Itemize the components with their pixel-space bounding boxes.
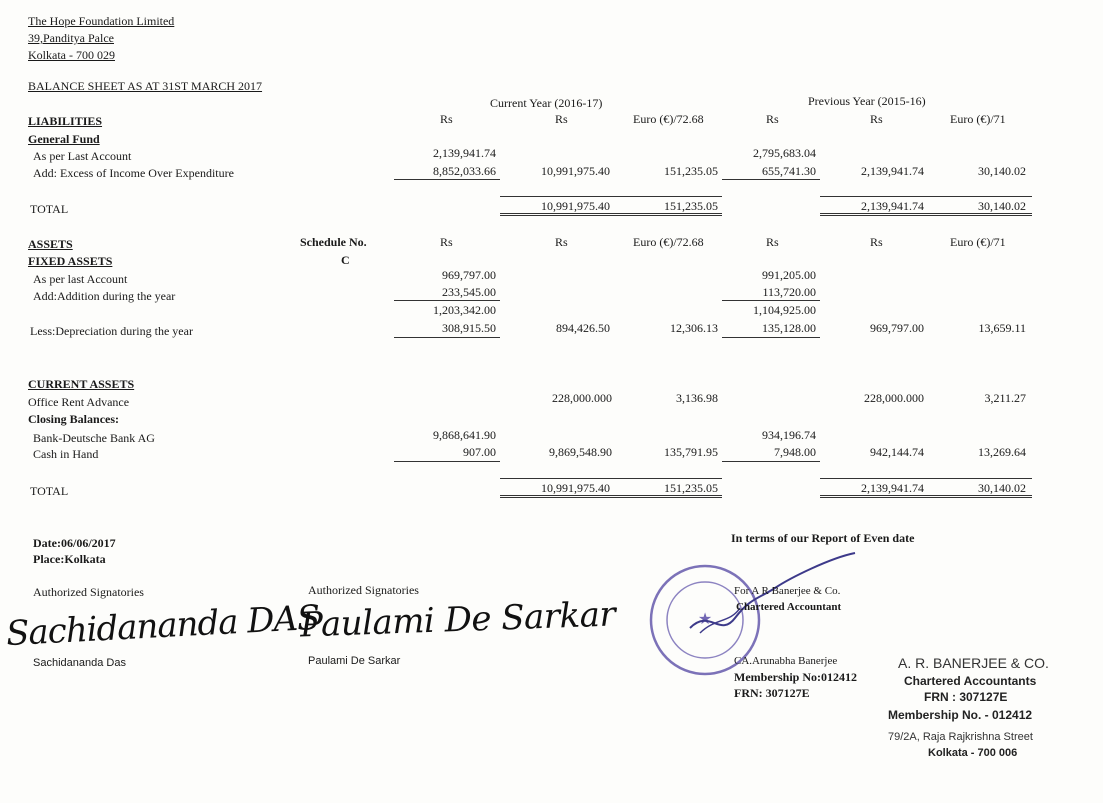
rule [394,179,500,180]
col-euro-current: Euro (€)/72.68 [633,235,704,249]
stamp-line: 79/2A, Raja Rajkrishna Street [888,731,1033,743]
liabilities-total-label: TOTAL [30,202,69,216]
cell-value: 10,991,975.40 [541,481,610,495]
cell-value: 308,915.50 [442,321,496,335]
cell-value: 969,797.00 [442,268,496,282]
rule [820,215,1032,216]
rule [820,196,1032,197]
stamp-line: FRN : 307127E [924,690,1008,704]
authorized-signatories-2: Authorized Signatories [308,583,419,597]
sheet-title: BALANCE SHEET AS AT 31ST MARCH 2017 [28,79,263,93]
addition-label: Add:Addition during the year [33,289,176,303]
current-assets-heading: CURRENT ASSETS [28,377,135,391]
firm-rubber-stamp [880,655,1090,759]
org-address-line2: Kolkata - 700 029 [28,48,115,62]
cell-value: 894,426.50 [556,321,610,335]
cell-value: 907.00 [463,445,496,459]
rule [394,461,500,462]
rule [722,179,820,180]
closing-balances-label: Closing Balances: [28,412,120,426]
excess-label: Add: Excess of Income Over Expenditure [33,166,234,180]
last-account-label: As per last Account [33,272,128,286]
rule [500,497,722,498]
cell-value: 30,140.02 [978,199,1026,213]
authorized-signatories-1: Authorized Signatories [33,585,144,599]
liabilities-heading: LIABILITIES [28,114,103,128]
col-rs-c2: Rs [555,112,568,126]
cell-value: 9,869,548.90 [549,445,612,459]
cell-value: 8,852,033.66 [433,164,496,178]
rule [722,337,820,338]
col-euro-previous: Euro (€)/71 [950,235,1006,249]
cell-value: 655,741.30 [762,164,816,178]
col-euro-previous: Euro (€)/71 [950,112,1006,126]
org-address-line1: 39,Panditya Palce [28,31,114,45]
cell-value: 2,139,941.74 [861,164,924,178]
cell-value: 228,000.000 [864,391,924,405]
cell-value: 12,306.13 [670,321,718,335]
cell-value: 991,205.00 [762,268,816,282]
cell-value: 13,269.64 [978,445,1026,459]
report-text: In terms of our Report of Even date [731,531,915,545]
membership-number: Membership No:012412 [734,670,857,684]
rule [722,300,820,301]
cell-value: 228,000.000 [552,391,612,405]
col-rs-c2: Rs [555,235,568,249]
cell-value: 969,797.00 [870,321,924,335]
cell-value: 10,991,975.40 [541,164,610,178]
cell-value: 10,991,975.40 [541,199,610,213]
previous-year-header: Previous Year (2015-16) [808,94,926,108]
cell-value: 1,104,925.00 [753,303,816,317]
depreciation-label: Less:Depreciation during the year [30,324,193,338]
cell-value: 2,139,941.74 [861,199,924,213]
org-name: The Hope Foundation Limited [28,14,175,28]
cell-value: 7,948.00 [774,445,816,459]
schedule-header: Schedule No. [300,235,367,249]
current-year-header: Current Year (2016-17) [490,96,603,110]
assets-heading: ASSETS [28,237,73,251]
rule [820,495,1032,496]
signature-2: Paulami De Sarkar [299,594,616,646]
cell-value: 934,196.74 [762,428,816,442]
rule [820,497,1032,498]
ca-title: Chartered Accountant [736,601,842,613]
cell-value: 2,139,941.74 [861,481,924,495]
col-rs-p1: Rs [766,112,779,126]
stamp-line: Chartered Accountants [904,674,1037,688]
firm-name: For A R Banerjee & Co. [734,585,841,597]
stamp-line: A. R. BANERJEE & CO. [898,655,1049,671]
col-euro-current: Euro (€)/72.68 [633,112,704,126]
cell-value: 135,128.00 [762,321,816,335]
col-rs-c1: Rs [440,235,453,249]
rule [394,300,500,301]
col-rs-p2: Rs [870,235,883,249]
cell-value: 233,545.00 [442,285,496,299]
rent-label: Office Rent Advance [28,395,130,409]
cell-value: 9,868,641.90 [433,428,496,442]
place-text: Place:Kolkata [33,552,106,566]
assets-total-label: TOTAL [30,484,69,498]
rule [722,461,820,462]
rule [500,478,722,479]
cell-value: 151,235.05 [664,481,718,495]
fixed-assets-heading: FIXED ASSETS [28,254,113,268]
as-per-last-label: As per Last Account [33,149,132,163]
cell-value: 2,139,941.74 [433,146,496,160]
cell-value: 942,144.74 [870,445,924,459]
rule [500,215,722,216]
rule [500,213,722,214]
cell-value: 30,140.02 [978,481,1026,495]
cell-value: 151,235.05 [664,199,718,213]
cell-value: 3,136.98 [676,391,718,405]
stamp-line: Kolkata - 700 006 [928,747,1018,759]
rule [394,337,500,338]
svg-text:★: ★ [697,609,713,628]
stamp-line: Membership No. - 012412 [888,708,1033,722]
signatory-name-2: Paulami De Sarkar [308,655,401,667]
rule [820,478,1032,479]
cell-value: 2,795,683.04 [753,146,816,160]
cash-label: Cash in Hand [33,447,99,461]
col-rs-p2: Rs [870,112,883,126]
general-fund-label: General Fund [28,132,100,146]
col-rs-p1: Rs [766,235,779,249]
rule [820,213,1032,214]
date-text: Date:06/06/2017 [33,536,116,550]
signatory-name-1: Sachidananda Das [33,657,126,669]
cell-value: 3,211.27 [984,391,1026,405]
cell-value: 135,791.95 [664,445,718,459]
cell-value: 1,203,342.00 [433,303,496,317]
signature-1: Sachidananda DAS [5,597,321,655]
col-rs-c1: Rs [440,112,453,126]
cell-value: 151,235.05 [664,164,718,178]
rule [500,196,722,197]
frn-number: FRN: 307127E [734,686,810,700]
cell-value: 30,140.02 [978,164,1026,178]
cell-value: 13,659.11 [978,321,1026,335]
ca-signature-scribble [680,548,860,648]
bank-label: Bank-Deutsche Bank AG [33,431,155,445]
schedule-value: C [341,253,350,267]
rule [500,495,722,496]
cell-value: 113,720.00 [762,285,816,299]
ca-name: CA.Arunabha Banerjee [734,655,838,667]
